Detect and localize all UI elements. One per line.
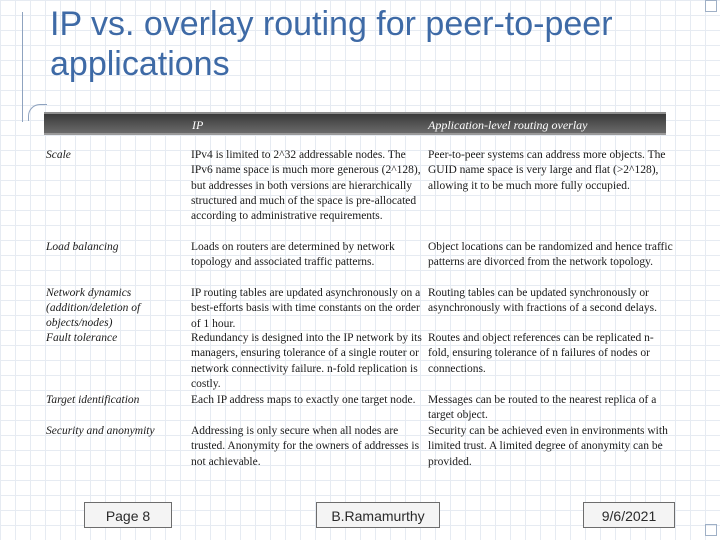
table-header-rule-bottom: [44, 133, 666, 135]
cell-app-network-dynamics: Routing tables can be updated synchronously or asynchronously with fractions of a second delays.: [428, 287, 657, 315]
row-label-target-identification: Target identification: [46, 394, 140, 406]
cell-app-fault-tolerance: Routes and object references can be replicated n-fold, ensuring tolerance of n failures of nodes or connections.: [428, 332, 654, 375]
cell-app-scale: Peer-to-peer systems can address more objects. The GUID name space is very large and flat (>2^128), allowing it to be much more fully occupied.: [428, 149, 666, 192]
cell-ip-fault-tolerance: Redundancy is designed into the IP network by its managers, ensuring tolerance of a single router or network connectivity failure. n-fold replication is costly.: [191, 332, 422, 390]
cell-ip-security: Addressing is only secure when all nodes are trusted. Anonymity for the owners of addresses is not achievable.: [191, 425, 420, 468]
cell-ip-network-dynamics: IP routing tables are updated asynchronously on a best-efforts basis with time constants on the order of 1 hour.: [191, 287, 421, 330]
corner-box-top: [705, 0, 717, 12]
cell-app-security: Security can be achieved even in environments with limited trust. A limited degree of anonymity can be provided.: [428, 425, 668, 468]
row-label-load-balancing: Load balancing: [46, 241, 119, 253]
column-header-ip: IP: [192, 118, 204, 132]
cell-app-target-identification: Messages can be routed to the nearest replica of a target object.: [428, 394, 657, 422]
footer-author: B.Ramamurthy: [316, 502, 440, 528]
row-label-network-dynamics: Network dynamics (addition/deletion of objects/nodes): [46, 287, 141, 329]
footer-date: 9/6/2021: [583, 502, 675, 528]
corner-box-bottom: [705, 524, 717, 536]
row-label-fault-tolerance: Fault tolerance: [46, 332, 118, 344]
row-label-security: Security and anonymity: [46, 425, 155, 437]
footer-page-number: Page 8: [84, 502, 172, 528]
left-decor-rule: [22, 12, 23, 122]
column-header-app: Application-level routing overlay: [428, 118, 588, 132]
cell-ip-target-identification: Each IP address maps to exactly one target node.: [191, 394, 416, 406]
row-label-scale: Scale: [46, 149, 71, 161]
cell-ip-load-balancing: Loads on routers are determined by network topology and associated traffic patterns.: [191, 241, 395, 269]
slide-title: IP vs. overlay routing for peer-to-peer applications: [50, 5, 613, 83]
cell-app-load-balancing: Object locations can be randomized and hence traffic patterns are divorced from the network topology.: [428, 241, 673, 269]
cell-ip-scale: IPv4 is limited to 2^32 addressable nodes. The IPv6 name space is much more generous (2^128), but addresses in both versions are hierarchically structured and much of the space is pre-allocated according to administrative requirements.: [191, 149, 421, 223]
